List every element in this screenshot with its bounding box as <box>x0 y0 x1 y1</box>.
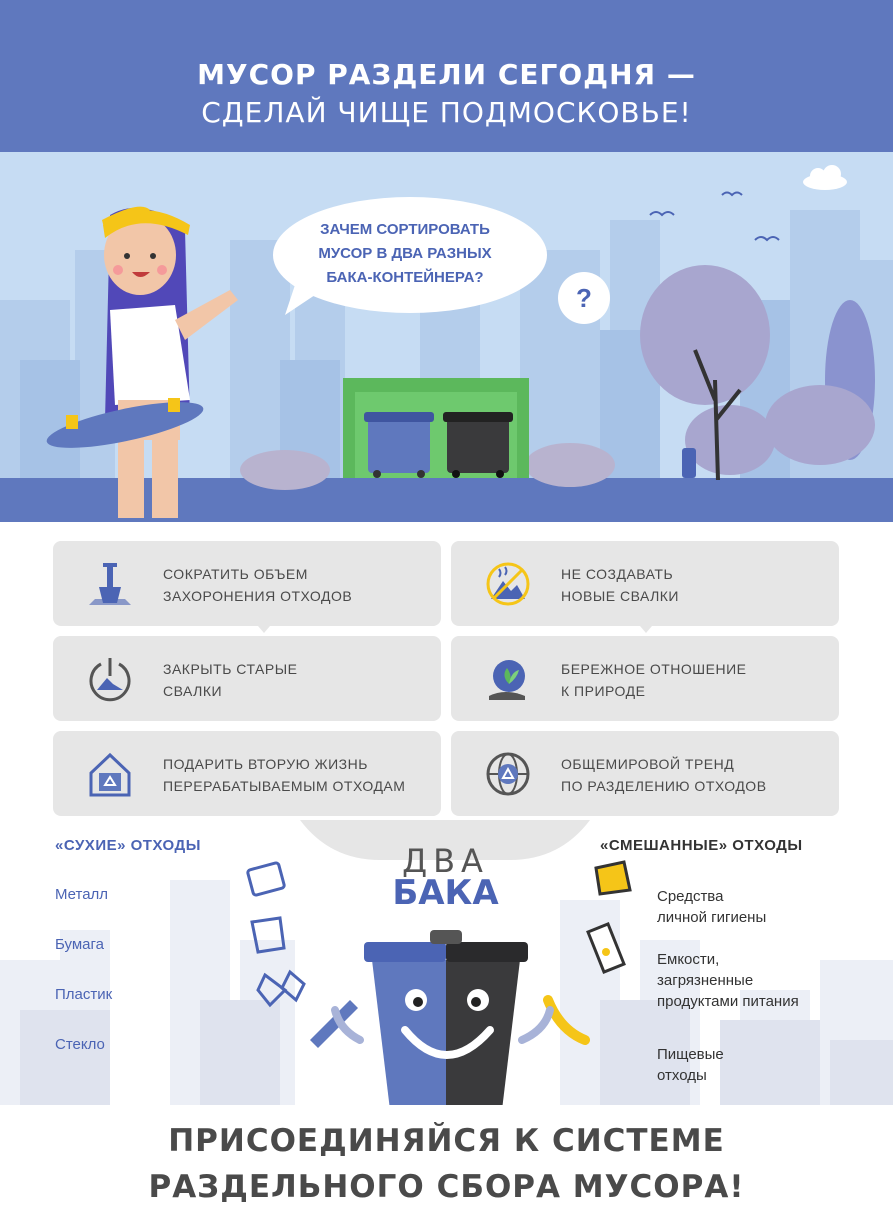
dry-item-glass: Стекло <box>55 1036 105 1053</box>
mixed-item-food <box>657 1044 724 1086</box>
reason-text <box>163 563 352 607</box>
reason-line: ПО РАЗДЕЛЕНИЮ ОТХОДОВ <box>561 778 767 794</box>
footer-line1: ПРИСОЕДИНЯЙСЯ К СИСТЕМЕ <box>168 1123 725 1159</box>
reason-card <box>53 541 441 626</box>
question-mark-bubble: ? <box>558 272 610 324</box>
logo-top-text: ДВА <box>402 842 489 880</box>
reason-line: ОБЩЕМИРОВОЙ ТРЕНД <box>561 756 735 772</box>
bubble-line: МУСОР В ДВА РАЗНЫХ <box>318 245 492 262</box>
dry-item-metal: Металл <box>55 886 109 903</box>
mixed-line: личной гигиены <box>657 909 767 926</box>
no-dump-icon <box>485 561 531 607</box>
mixed-waste-heading: «СМЕШАННЫЕ» ОТХОДЫ <box>600 837 803 854</box>
two-bins-mascot <box>335 930 550 1105</box>
card-notch <box>258 626 270 633</box>
reason-text <box>163 658 297 702</box>
mixed-line: отходы <box>657 1067 707 1084</box>
globe-recycle-icon <box>485 751 531 797</box>
reason-text <box>561 753 767 797</box>
reason-line: ЗАХОРОНЕНИЯ ОТХОДОВ <box>163 588 353 604</box>
mixed-line: Средства <box>657 888 724 905</box>
mixed-line: Емкости, <box>657 951 720 968</box>
reason-card <box>451 541 839 626</box>
reason-card <box>53 731 441 816</box>
reason-line: ЗАКРЫТЬ СТАРЫЕ <box>163 661 298 677</box>
footer-call-to-action <box>0 1118 893 1210</box>
leaf-hand-icon <box>485 656 531 702</box>
dry-item-plastic: Пластик <box>55 986 113 1003</box>
reason-card <box>451 636 839 721</box>
mixed-line: загрязненные <box>657 972 754 989</box>
reason-line: СОКРАТИТЬ ОБЪЕМ <box>163 566 308 582</box>
reason-text <box>163 753 405 797</box>
header-title-line2: СДЕЛАЙ ЧИЩЕ ПОДМОСКОВЬЕ! <box>201 96 692 129</box>
reason-card <box>451 731 839 816</box>
header-title-line1: МУСОР РАЗДЕЛИ СЕГОДНЯ — <box>197 58 696 91</box>
reason-text <box>561 563 679 607</box>
city-scene <box>0 152 893 522</box>
reason-card <box>53 636 441 721</box>
reason-line: БЕРЕЖНОЕ ОТНОШЕНИЕ <box>561 661 747 677</box>
dry-item-paper: Бумага <box>55 936 104 953</box>
reason-text <box>561 658 746 702</box>
mixed-item-containers <box>657 949 799 1012</box>
shovel-icon <box>87 561 133 607</box>
logo-bottom-text: БАКА <box>392 873 499 913</box>
reason-line: ПЕРЕРАБАТЫВАЕМЫМ ОТХОДАМ <box>163 778 406 794</box>
bubble-line: ЗАЧЕМ СОРТИРОВАТЬ <box>320 221 490 238</box>
mixed-item-hygiene <box>657 886 766 928</box>
reason-line: НОВЫЕ СВАЛКИ <box>561 588 679 604</box>
scene-illustration <box>0 152 893 522</box>
reason-line: НЕ СОЗДАВАТЬ <box>561 566 674 582</box>
recycle-house-icon <box>87 751 133 797</box>
reason-line: СВАЛКИ <box>163 683 223 699</box>
header-banner <box>0 0 893 152</box>
mixed-line: Пищевые <box>657 1046 724 1063</box>
footer-line2: РАЗДЕЛЬНОГО СБОРА МУСОРА! <box>148 1169 745 1205</box>
speech-bubble-text <box>300 218 510 290</box>
reason-line: К ПРИРОДЕ <box>561 683 646 699</box>
card-notch <box>640 626 652 633</box>
power-off-icon <box>87 656 133 702</box>
dry-waste-heading: «СУХИЕ» ОТХОДЫ <box>55 837 201 854</box>
mixed-line: продуктами питания <box>657 993 799 1010</box>
reason-line: ПОДАРИТЬ ВТОРУЮ ЖИЗНЬ <box>163 756 368 772</box>
bubble-line: БАКА-КОНТЕЙНЕРА? <box>326 269 484 286</box>
